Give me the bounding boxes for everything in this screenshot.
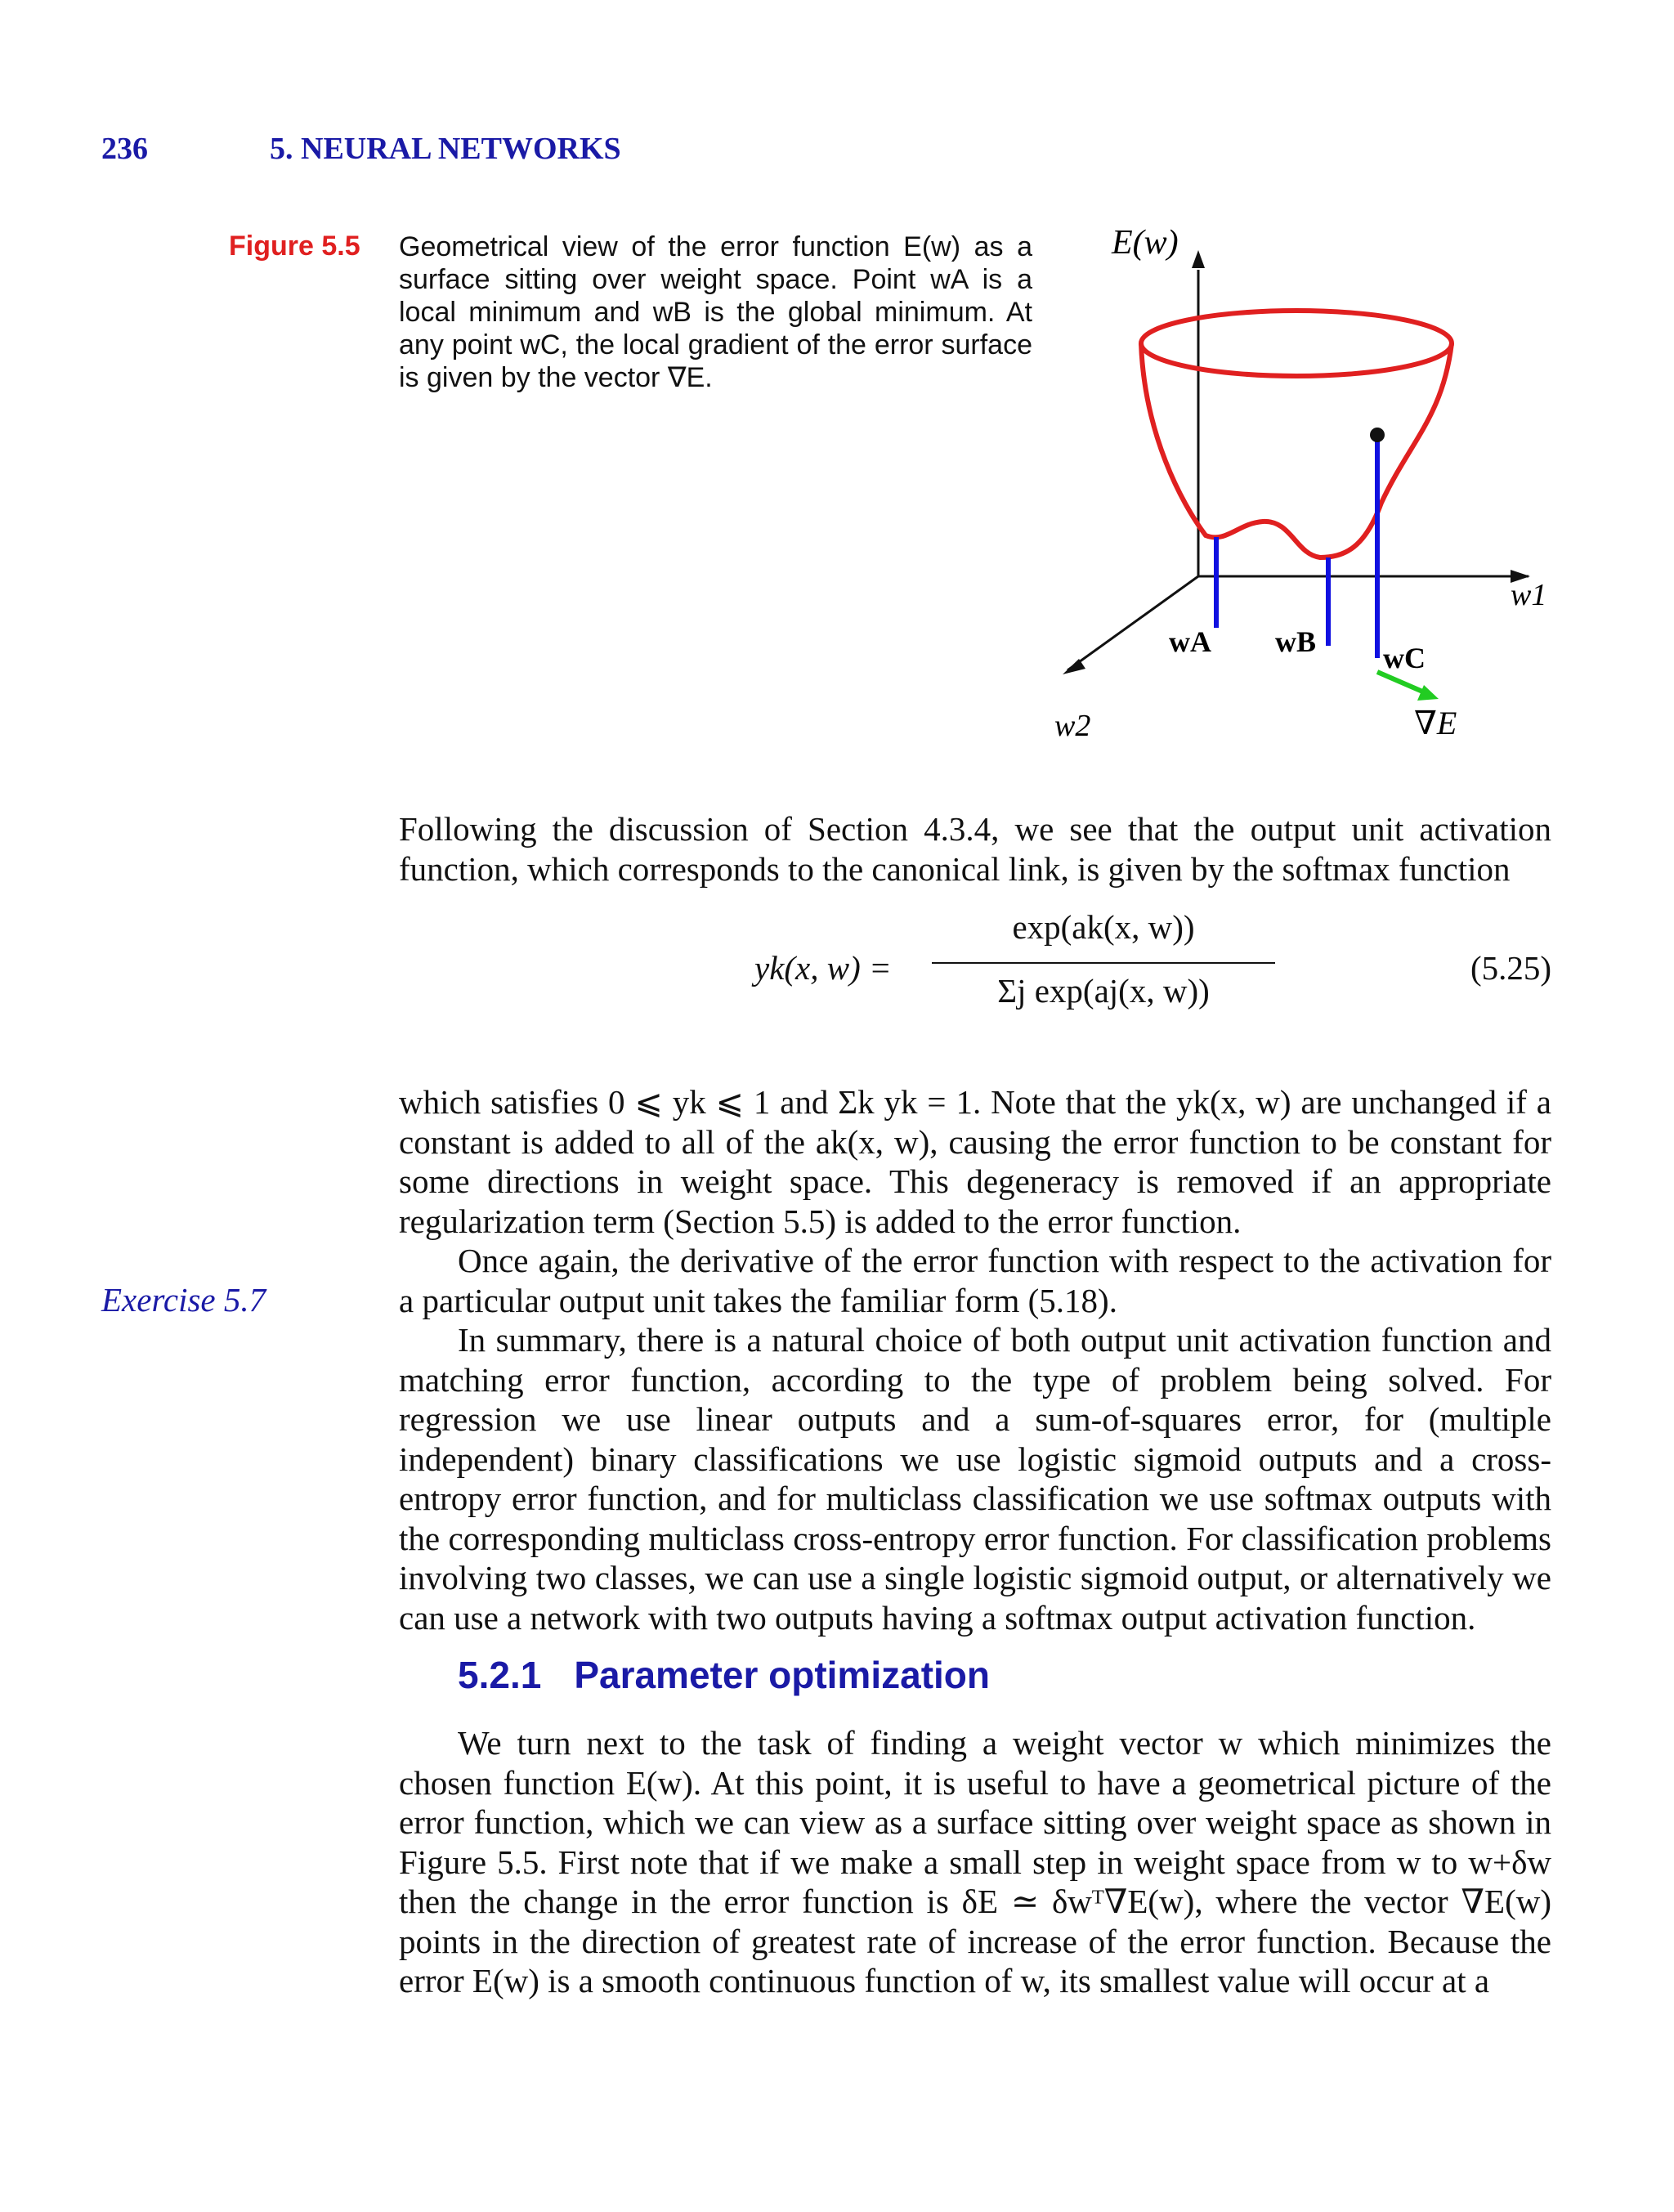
figure-caption: Geometrical view of the error function E(w) as a surface sitting over weight space. Point wA is a local minimum and wB is the global minimum. At any point wC, the local gradient of the error surface is given by the vector ∇E. bbox=[399, 231, 1032, 393]
equation-denominator: Σj exp(aj(x, w)) bbox=[997, 972, 1210, 1010]
point-wC-dot bbox=[1370, 428, 1385, 442]
section-heading bbox=[458, 1653, 990, 1697]
wB-label: wB bbox=[1275, 625, 1317, 658]
margin-exercise-ref: Exercise 5.7 bbox=[101, 1281, 266, 1319]
equation-numerator: exp(ak(x, w)) bbox=[1012, 908, 1195, 946]
fraction-bar bbox=[932, 962, 1275, 964]
section-title: Parameter optimization bbox=[574, 1654, 990, 1696]
paragraph-5: We turn next to the task of finding a weight vector w which minimizes the chosen function E(w). At this point, it is useful to have a geometrical picture of the error function, which we can view as a surface sitting over weight space as shown in Figure 5.5. First note that if we make a small step in weight space from w to w+δw then the change in the error function is δE ≃ δwᵀ∇E(w), where the vector ∇E(w) points in the direction of greatest rate of increase of the error function. Because the error E(w) is a smooth continuous function of w, its smallest value will occur at a bbox=[399, 1724, 1551, 1999]
equation-number: (5.25) bbox=[1470, 949, 1551, 987]
gradient-label: ∇E bbox=[1414, 705, 1457, 741]
paragraph-2: which satisfies 0 ⩽ yk ⩽ 1 and Σk yk = 1. Note that the yk(x, w) are unchanged if a constant is added to all of the ak(x, w), causing the error function to be constant for some directions in weight space. This degeneracy is removed if an appropriate regularization term (Section 5.5) is added to the error function. bbox=[399, 1083, 1551, 1240]
e-axis-arrowhead bbox=[1192, 250, 1205, 268]
paragraph-3: Once again, the derivative of the error function with respect to the activation for a particular output unit takes the familiar form (5.18). bbox=[399, 1242, 1551, 1319]
wA-label: wA bbox=[1169, 625, 1211, 658]
wC-label: wC bbox=[1383, 642, 1426, 674]
w1-label: w1 bbox=[1511, 578, 1547, 612]
figure-label: Figure 5.5 bbox=[229, 231, 360, 262]
page-number: 236 bbox=[101, 132, 148, 166]
equation-lhs: yk(x, w) = bbox=[754, 949, 892, 987]
surface-rim bbox=[1141, 311, 1452, 376]
section-number: 5.2.1 bbox=[458, 1654, 542, 1696]
equation-5-25 bbox=[399, 907, 1551, 1063]
gradient-arrow bbox=[1377, 672, 1426, 693]
w2-label: w2 bbox=[1054, 709, 1091, 743]
paragraph-1: Following the discussion of Section 4.3.4, we see that the output unit activation function, which corresponds to the canonical link, is given by the softmax function bbox=[399, 810, 1551, 888]
error-surface-figure bbox=[1030, 221, 1569, 760]
running-head: 5. NEURAL NETWORKS bbox=[270, 132, 621, 166]
paragraph-4: In summary, there is a natural choice of both output unit activation function and matching error function, according to the type of problem being solved. For regression we use linear outputs and a sum-of-squares error, for (multiple independent) binary classifications we use logistic sigmoid outputs and a cross-entropy error function, and for multiclass classification we use softmax outputs with the corresponding multiclass cross-entropy error function. For classification problems involving two classes, we can use a single logistic sigmoid output, or alternatively we can use a network with two outputs having a softmax output activation function. bbox=[399, 1321, 1551, 1637]
e-axis-label: E(w) bbox=[1112, 224, 1179, 262]
